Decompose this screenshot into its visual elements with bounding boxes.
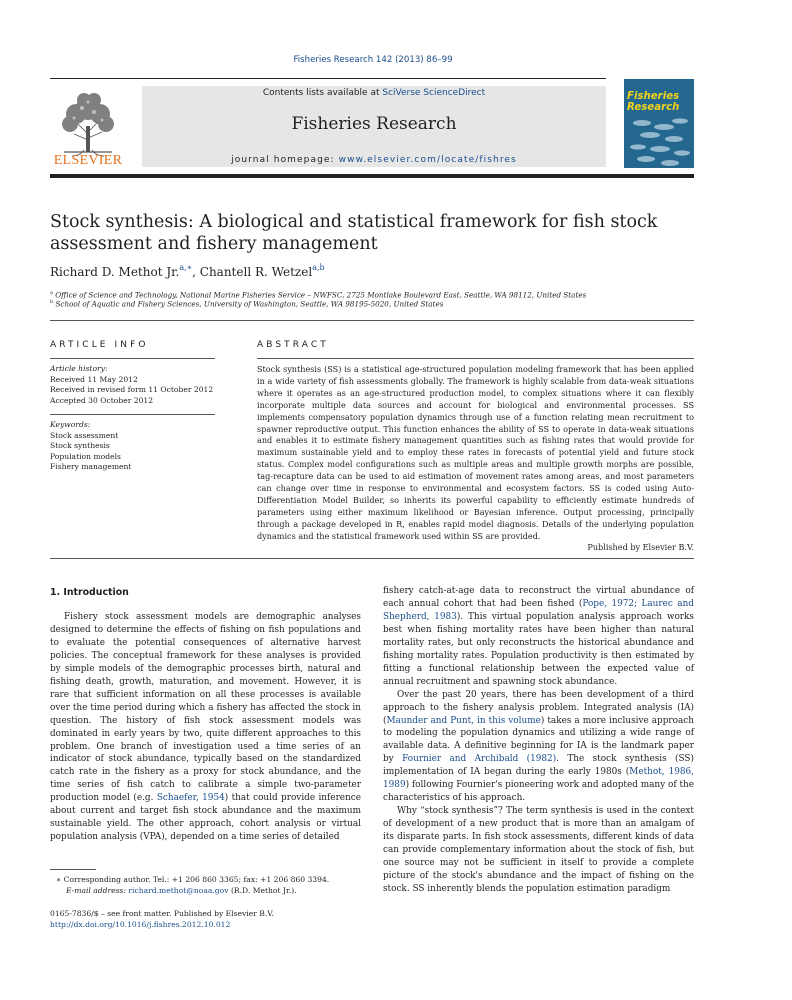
author-2: Chantell R. Wetzel xyxy=(199,265,313,279)
corresponding-author-footnote xyxy=(56,874,329,896)
article-history xyxy=(50,364,213,406)
affiliation-b-marker: b xyxy=(50,299,54,305)
history-revised: Received in revised form 11 October 2012 xyxy=(50,385,214,395)
affiliation-b xyxy=(50,299,443,308)
journal-title: Fisheries Research xyxy=(291,114,457,134)
homepage-prefix: journal homepage: xyxy=(231,155,339,165)
col2-p1-text-b: ). This virtual population analysis approach works best when fishing mortality rates have been higher than natural mortality rates, but only reconstructs the historical abundance and fishing mortality rates. Population productivity is then estimated by fitting a functional relationship between the expected value of annual recruitment and spawning stock abundance. xyxy=(383,611,694,687)
article-info-rule-mid xyxy=(50,414,215,415)
author-list xyxy=(50,264,325,279)
abstract-publisher-line: Published by Elsevier B.V. xyxy=(587,542,694,552)
keyword-item: Stock assessment xyxy=(50,430,119,440)
affiliation-b-text: School of Aquatic and Fishery Sciences, University of Washington, Seattle, WA 98195-5020, United States xyxy=(55,299,444,309)
journal-cover-image[interactable] xyxy=(624,79,694,168)
article-info-heading: ARTICLE INFO xyxy=(50,340,149,350)
col2-p1-text-a: fishery catch-at-age data to reconstruct the virtual abundance of each annual cohort that had been fished ( xyxy=(383,586,694,609)
col2-p2-text-b: ) takes a more inclusive approach to modeling the population dynamics and utilizing a wide range of available data. A definitive beginning for IA is the landmark paper by xyxy=(383,715,694,765)
ref-fournier-archibald-1982[interactable]: Fournier and Archibald (1982) xyxy=(402,754,557,765)
intro-paragraph-1 xyxy=(50,611,361,844)
header-top-rule xyxy=(50,78,606,79)
issn-line: 0165-7836/$ – see front matter. Published by Elsevier B.V. xyxy=(50,909,274,918)
ref-schaefer-1954[interactable]: Schaefer, 1954 xyxy=(156,793,225,804)
front-matter-block xyxy=(50,909,274,930)
author-2-affil-marker[interactable]: a,b xyxy=(312,263,325,272)
keyword-item: Population models xyxy=(50,451,121,461)
rule-after-abstract xyxy=(50,558,694,559)
keyword-item: Stock synthesis xyxy=(50,441,110,451)
affiliation-a xyxy=(50,290,586,299)
intro-p1-text-b: ) that could provide inference about current and target fish stock abundance and the maximum sustainable yield. The other approach, cohort analysis or virtual population analysis (VPA), depended on a time series of detailed xyxy=(50,793,361,843)
abstract-heading: ABSTRACT xyxy=(257,340,329,350)
body-column-right xyxy=(383,585,694,896)
abstract-rule-top xyxy=(257,358,694,359)
affiliation-a-text: Office of Science and Technology, National Marine Fisheries Service – NWFSC, 2725 Montlake Boulevard East, Seattle, WA 98112, United States xyxy=(55,290,587,300)
keywords-block xyxy=(50,420,131,473)
journal-homepage-link[interactable]: www.elsevier.com/locate/fishres xyxy=(338,155,517,165)
col2-p2-text-d: ) following Fournier's pioneering work and adopted many of the characteristics of his approach. xyxy=(383,780,694,804)
email-label: E-mail address: xyxy=(66,886,129,895)
author-1-affil-marker[interactable]: a,∗ xyxy=(179,263,193,272)
header-thick-rule xyxy=(50,174,694,178)
history-received: Received 11 May 2012 xyxy=(50,374,138,384)
contents-prefix: Contents lists available at xyxy=(262,88,383,98)
sciencedirect-link[interactable]: SciVerse ScienceDirect xyxy=(382,88,486,98)
body-column-left xyxy=(50,611,361,844)
col2-p2-text-a: Over the past 20 years, there has been development of a third approach to the fishery analysis problem. Integrated analysis (IA) ( xyxy=(383,689,694,726)
article-info-rule-top xyxy=(50,358,215,359)
intro-paragraph-2 xyxy=(383,689,694,806)
section-heading-introduction: 1. Introduction xyxy=(50,587,129,598)
intro-p1-text-a: Fishery stock assessment models are demographic analyses designed to determine the effects of fishing on fish populations and to evaluate the potential consequences of alternative harvest policies. The conceptual framework for these analyses is provided by simple models of the demographic processes birth, natural and fishing death, growth, maturation, and movement. However, it is rare that sufficient information on all these processes is available over the time period during which a fishery has affected the stock in question. The history of fish stock assessment models was dominated in early years by two, quite different approaches to this problem. One branch of investigation used a time series of an indicator of stock abundance, typically based on the standardized catch rate in the fishery as a proxy for stock abundance, and the time series of fish catch to calibrate a simple two-parameter production model (e.g. xyxy=(50,612,361,804)
email-suffix: (R.D. Methot Jr.). xyxy=(228,886,297,895)
elsevier-wordmark[interactable]: ELSEVIER xyxy=(53,153,123,168)
doi-link[interactable]: http://dx.doi.org/10.1016/j.fishres.2012.10.012 xyxy=(50,919,231,929)
keywords-label: Keywords: xyxy=(50,420,91,429)
article-title: Stock synthesis: A biological and statistical framework for fish stock assessment and fishery management xyxy=(50,212,658,254)
abstract-text: Stock synthesis (SS) is a statistical age-structured population modeling framework that has been applied in a wide variety of fish assessments globally. The framework is highly scalable from data-weak situations where it operates as an age-structured production model, to complex situations where it can flexibly incorporate multiple data sources and account for biological and environmental processes. SS implements compensatory population dynamics through use of a function relating mean recruitment to spawner reproductive output. This function enhances the ability of SS to operate in data-weak situations and enables it to estimate fishery management quantities such as fishing rates that would provide for maximum sustainable yield and to employ these rates in forecasts of potential yield and future stock status. Complex model configurations such as multiple areas and multiple growth morphs are possible, tag-recapture data can be used to aid estimation of movement rates among areas, and most parameters can change over time in response to environmental and ecosystem factors. SS is coded using Auto-Differentiation Model Builder, so inherits its powerful capability to efficiently estimate hundreds of parameters using either maximum likelihood or Bayesian inference. Output processing, principally through a package developed in R, enables rapid model diagnosis. Details of the underlying population dynamics and the statistical framework used within SS are provided. xyxy=(257,364,694,541)
ref-maunder-punt[interactable]: Maunder and Punt, in this volume xyxy=(386,715,541,726)
footnote-marker: ∗ xyxy=(56,875,62,884)
rule-after-affiliations xyxy=(50,320,694,321)
ref-pope-laurec-shepherd[interactable]: Pope, 1972; Laurec and Shepherd, 1983 xyxy=(383,598,694,622)
affiliation-a-marker: a xyxy=(50,290,53,296)
cover-title: Fisheries Research xyxy=(627,91,680,113)
keyword-item: Fishery management xyxy=(50,462,132,472)
journal-homepage-line xyxy=(142,155,606,165)
author-email-link[interactable]: richard.methot@noaa.gov xyxy=(128,886,229,895)
intro-paragraph-3: Why “stock synthesis”? The term synthesis is used in the context of development of a new product that is more than an amalgam of its disparate parts. In fish stock assessments, different kinds of data can provide complementary information about the stock of fish, but one source may not be sufficient in itself to provide a complete picture of the stock's abundance and the impact of fishing on the stock. SS inherently blends the population estimation paradigm xyxy=(383,806,694,894)
intro-paragraph-1-cont xyxy=(383,585,694,689)
footnote-rule xyxy=(50,869,96,870)
footnote-text: Corresponding author. Tel.: +1 206 860 3365; fax: +1 206 860 3394. xyxy=(61,875,330,884)
journal-citation[interactable]: Fisheries Research 142 (2013) 86–99 xyxy=(293,55,453,65)
ref-methot-1986-1989[interactable]: Methot, 1986, 1989 xyxy=(383,767,694,791)
author-separator: , xyxy=(192,265,200,279)
author-1: Richard D. Methot Jr. xyxy=(50,265,180,279)
col2-p2-text-c: . The stock synthesis (SS) implementation of IA began during the early 1980s ( xyxy=(383,754,694,778)
history-accepted: Accepted 30 October 2012 xyxy=(50,395,154,405)
history-label: Article history: xyxy=(50,364,108,373)
contents-line xyxy=(142,88,606,98)
